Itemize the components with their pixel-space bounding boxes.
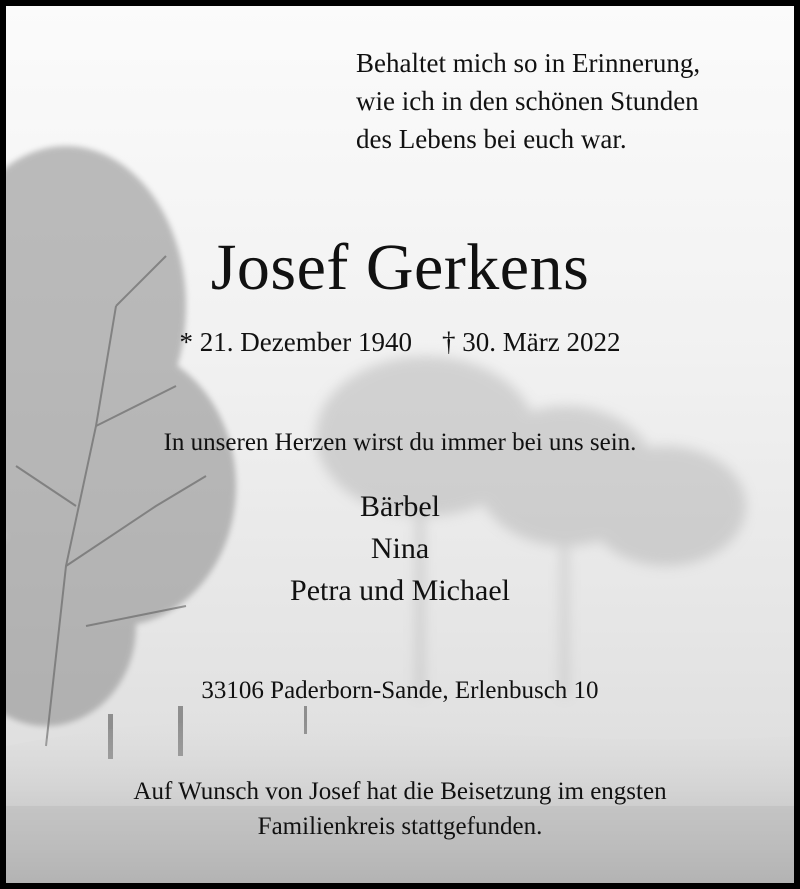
mourner-name: Bärbel [360,490,440,523]
closing-line: Familienkreis stattgefunden. [257,813,543,840]
life-dates [6,324,794,360]
quote-line: Behaltet mich so in Erinnerung, [356,48,701,78]
mourner-name: Petra und Michael [290,574,510,607]
quote-line: des Lebens bei euch war. [356,124,627,154]
closing-line: Auf Wunsch von Josef hat die Beisetzung im engsten [133,778,667,805]
birth-date: * 21. Dezember 1940 [179,327,412,357]
deceased-name: Josef Gerkens [210,231,590,304]
death-date: † 30. März 2022 [441,327,621,357]
mourners-list [6,486,794,612]
mourner-name: Nina [370,532,430,565]
memorial-quote [356,44,700,158]
closing-note [6,774,794,844]
quote-line: wie ich in den schönen Stunden [356,86,699,116]
family-address: 33106 Paderborn-Sande, Erlenbusch 10 [201,677,599,704]
memorial-motto: In unseren Herzen wirst du immer bei uns sein. [163,429,637,456]
